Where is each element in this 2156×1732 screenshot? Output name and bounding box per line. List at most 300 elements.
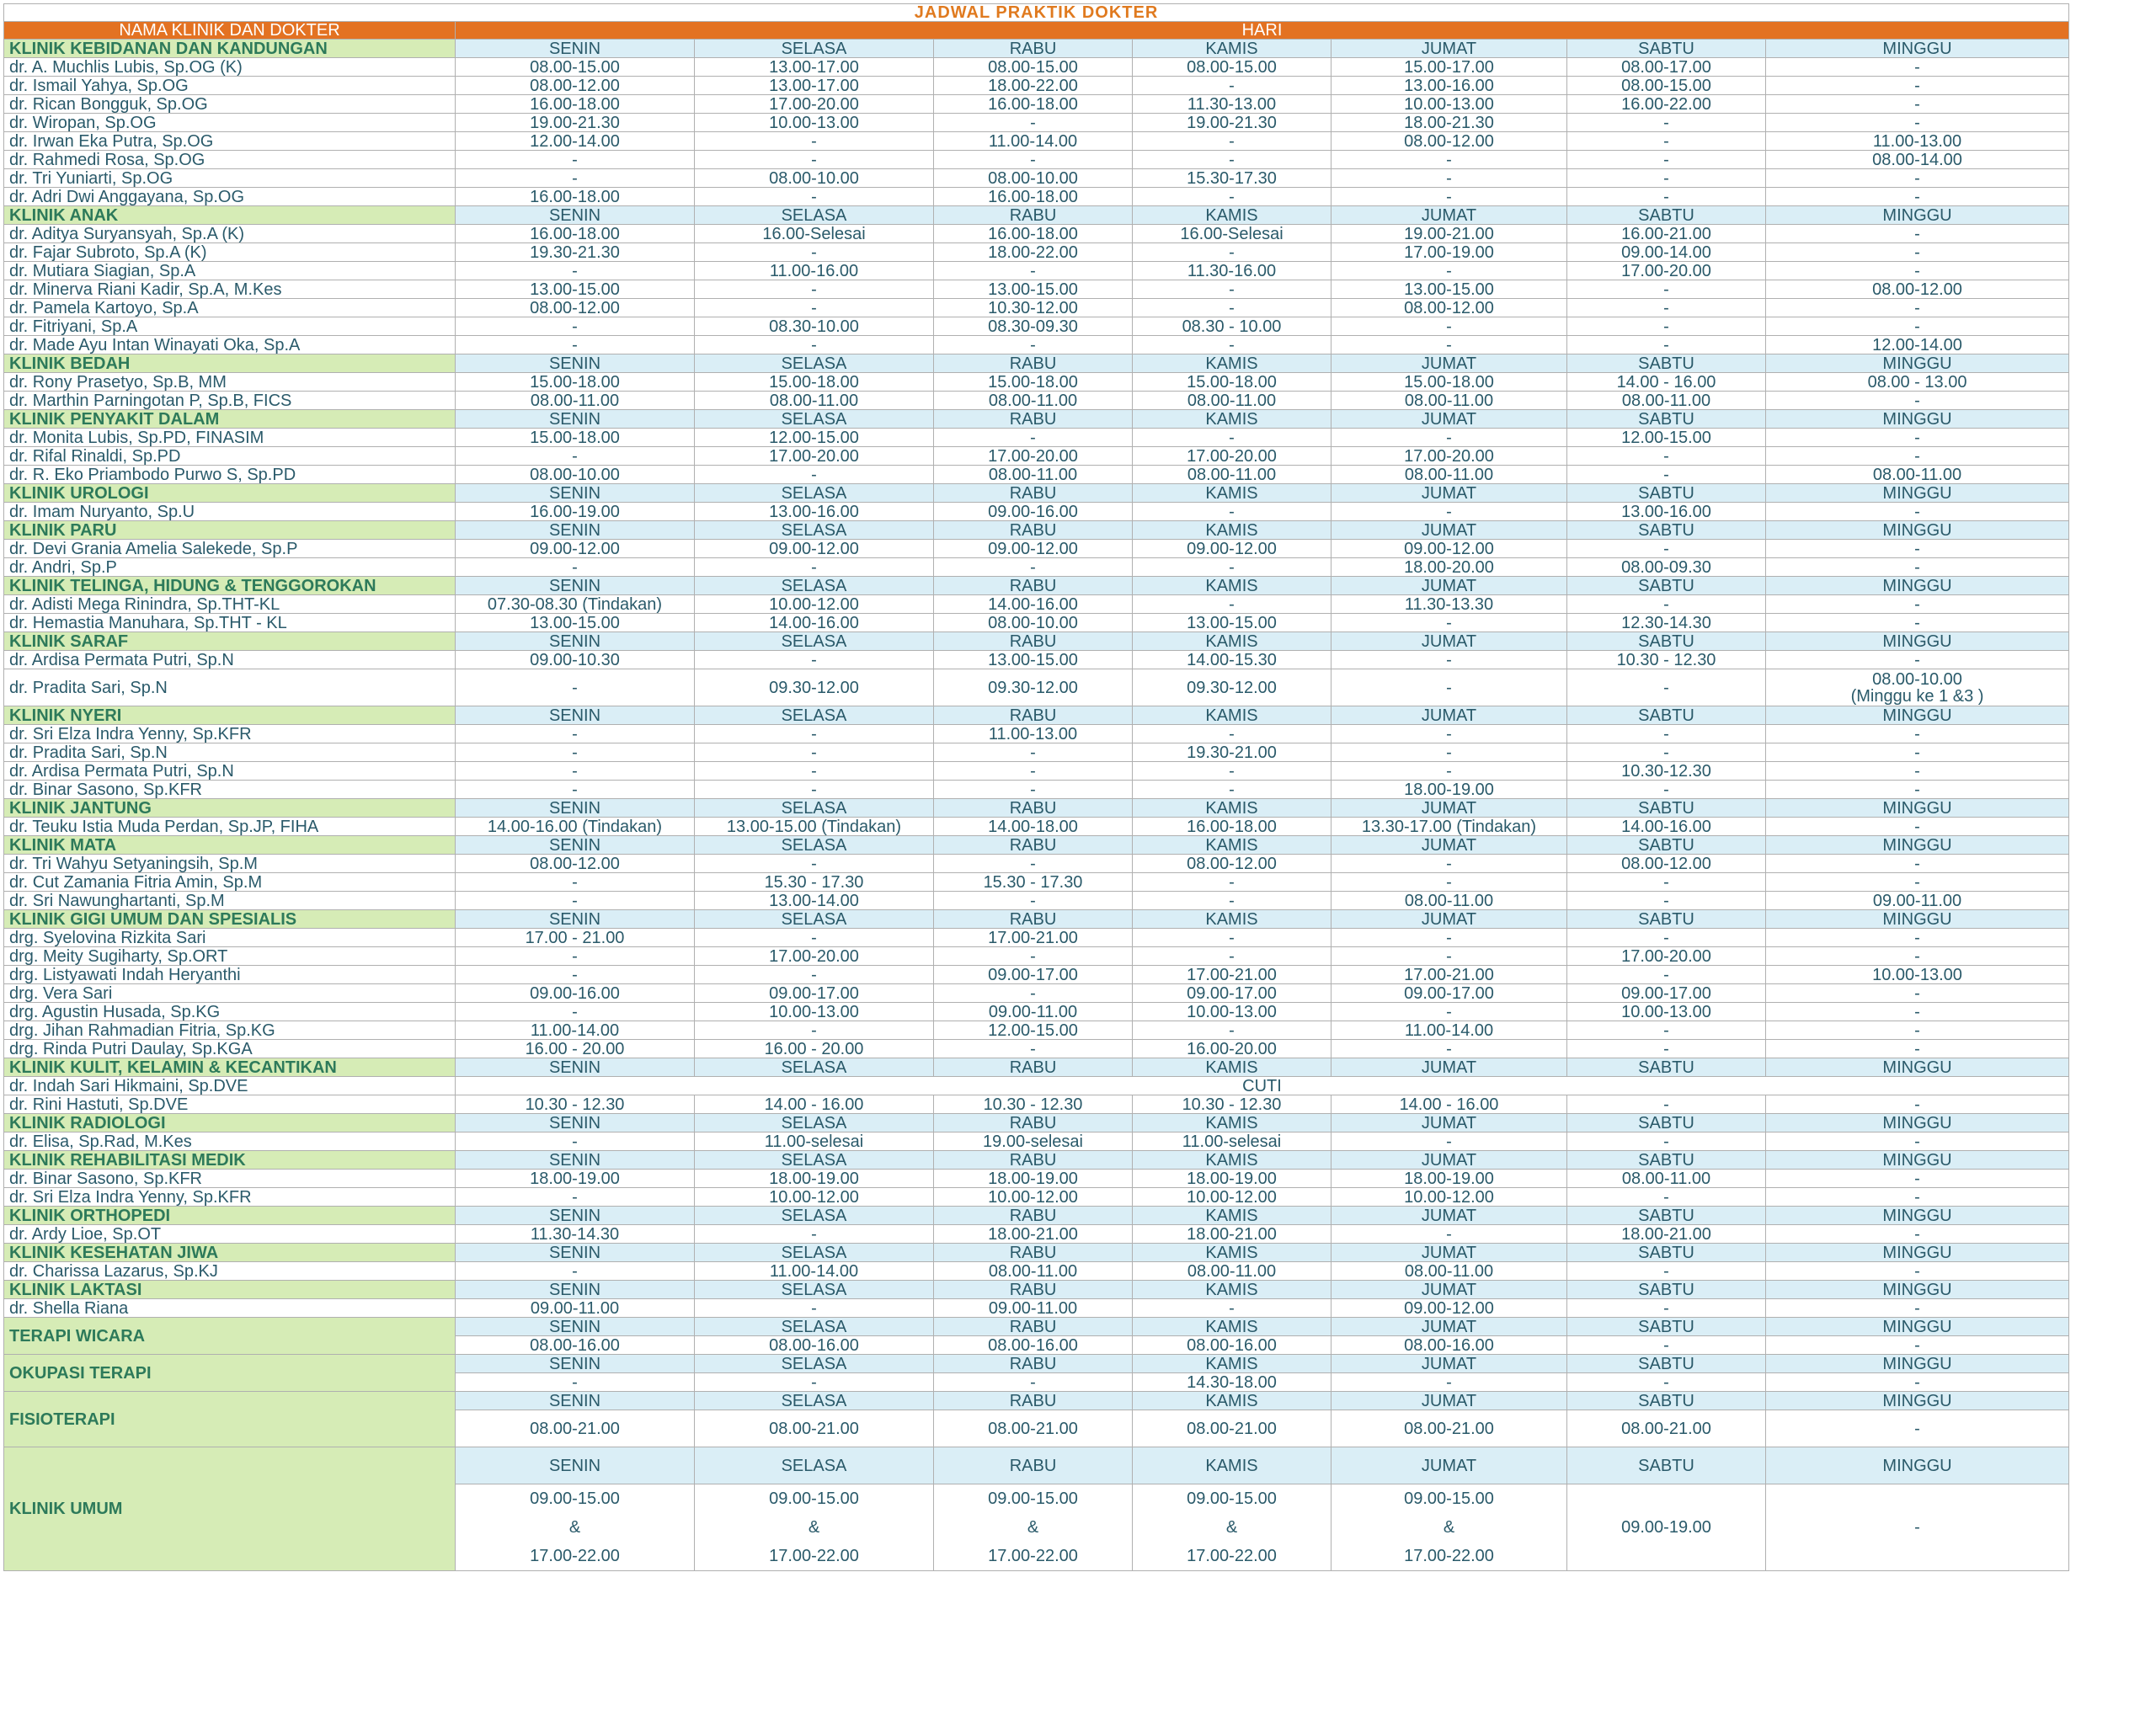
doctor-name: dr. Adisti Mega Rinindra, Sp.THT-KL [4, 595, 456, 614]
schedule-cell-senin: 16.00 - 20.00 [456, 1040, 695, 1058]
day-header-kamis: KAMIS [1133, 1281, 1331, 1299]
day-header-selasa: SELASA [695, 521, 934, 540]
schedule-cell-jumat: 15.00-18.00 [1331, 373, 1567, 392]
schedule-cell-kamis: - [1133, 929, 1331, 947]
schedule-cell-senin: 16.00-18.00 [456, 188, 695, 206]
schedule-cell-jumat: - [1331, 503, 1567, 521]
doctor-row [4, 1021, 2069, 1040]
schedule-cell-kamis: 11.30-16.00 [1133, 262, 1331, 280]
doctor-row [4, 280, 2069, 299]
schedule-cell-minggu: - [1766, 1003, 2069, 1021]
clinic-header-row [4, 354, 2069, 373]
schedule-cell-selasa: 10.00-13.00 [695, 114, 934, 132]
doctor-row [4, 503, 2069, 521]
doctor-name: dr. Pamela Kartoyo, Sp.A [4, 299, 456, 317]
schedule-cell-selasa: 13.00-17.00 [695, 77, 934, 95]
day-header-selasa: SELASA [695, 577, 934, 595]
schedule-cell-minggu: - [1766, 95, 2069, 114]
clinic-name: KLINIK NYERI [4, 706, 456, 725]
day-header-sabtu: SABTU [1567, 577, 1766, 595]
day-header-minggu: MINGGU [1766, 1447, 2069, 1484]
schedule-cell-senin: 15.00-18.00 [456, 373, 695, 392]
clinic-name: KLINIK MATA [4, 836, 456, 855]
schedule-cell-jumat: 10.00-12.00 [1331, 1188, 1567, 1207]
doctor-name: dr. Ardy Lioe, Sp.OT [4, 1225, 456, 1244]
day-header-jumat: JUMAT [1331, 1281, 1567, 1299]
schedule-cell-minggu: - [1766, 614, 2069, 632]
schedule-cell-kamis: 08.00-15.00 [1133, 58, 1331, 77]
doctor-row [4, 169, 2069, 188]
day-header-minggu: MINGGU [1766, 1355, 2069, 1373]
day-header-selasa: SELASA [695, 354, 934, 373]
day-header-jumat: JUMAT [1331, 1207, 1567, 1225]
schedule-cell-kamis: - [1133, 243, 1331, 262]
doctor-row [4, 429, 2069, 447]
schedule-cell-senin: - [456, 743, 695, 762]
doctor-name: dr. Ardisa Permata Putri, Sp.N [4, 762, 456, 781]
schedule-cell-jumat: - [1331, 1225, 1567, 1244]
schedule-cell-sabtu: - [1567, 188, 1766, 206]
day-header-jumat: JUMAT [1331, 1114, 1567, 1132]
day-header-jumat: JUMAT [1331, 706, 1567, 725]
schedule-cell-jumat: 18.00-19.00 [1331, 1170, 1567, 1188]
schedule-cell-kamis: 08.00-11.00 [1133, 1262, 1331, 1281]
schedule-cell-minggu: - [1766, 762, 2069, 781]
day-header-minggu: MINGGU [1766, 410, 2069, 429]
day-header-rabu: RABU [934, 521, 1133, 540]
day-header-kamis: KAMIS [1133, 410, 1331, 429]
schedule-cell-minggu: - [1766, 1188, 2069, 1207]
schedule-cell-kamis: - [1133, 725, 1331, 743]
schedule-cell-jumat: 17.00-21.00 [1331, 966, 1567, 984]
schedule-line: 17.00-22.00 [988, 1547, 1078, 1565]
clinic-header-row [4, 836, 2069, 855]
schedule-cell-selasa: 14.00 - 16.00 [695, 1095, 934, 1114]
schedule-cell-kamis: 11.00-selesai [1133, 1132, 1331, 1151]
schedule-cell-selasa: - [695, 651, 934, 669]
day-header-senin: SENIN [456, 910, 695, 929]
schedule-cell-jumat: 11.00-14.00 [1331, 1021, 1567, 1040]
doctor-name: dr. Tri Wahyu Setyaningsih, Sp.M [4, 855, 456, 873]
doctor-row [4, 243, 2069, 262]
schedule-cell-jumat: - [1331, 762, 1567, 781]
schedule-cell-sabtu: - [1567, 966, 1766, 984]
schedule-cell-senin: - [456, 1132, 695, 1151]
day-header-sabtu: SABTU [1567, 836, 1766, 855]
service-name: TERAPI WICARA [4, 1318, 456, 1355]
schedule-cell-sabtu: - [1567, 466, 1766, 484]
schedule-cell-senin: - [456, 447, 695, 466]
day-header-senin: SENIN [456, 40, 695, 58]
day-header-jumat: JUMAT [1331, 40, 1567, 58]
schedule-cell-kamis: 16.00-Selesai [1133, 225, 1331, 243]
schedule-cell-rabu: - [934, 336, 1133, 354]
day-header-senin: SENIN [456, 521, 695, 540]
doctor-name: dr. Marthin Parningotan P, Sp.B, FICS [4, 392, 456, 410]
schedule-cell-senin: 16.00-18.00 [456, 225, 695, 243]
schedule-cell-selasa [695, 1484, 934, 1571]
clinic-name: KLINIK RADIOLOGI [4, 1114, 456, 1132]
doctor-name: dr. Binar Sasono, Sp.KFR [4, 781, 456, 799]
day-header-kamis: KAMIS [1133, 40, 1331, 58]
schedule-cell-senin: 11.00-14.00 [456, 1021, 695, 1040]
day-header-jumat: JUMAT [1331, 521, 1567, 540]
schedule-cell-kamis: 14.30-18.00 [1133, 1373, 1331, 1392]
doctor-row [4, 818, 2069, 836]
doctor-row [4, 669, 2069, 706]
doctor-name: drg. Listyawati Indah Heryanthi [4, 966, 456, 984]
schedule-cell-sabtu: 08.00-09.30 [1567, 558, 1766, 577]
schedule-cell-kamis: 17.00-21.00 [1133, 966, 1331, 984]
schedule-cell-jumat: 14.00 - 16.00 [1331, 1095, 1567, 1114]
schedule-cell-minggu: - [1766, 1225, 2069, 1244]
schedule-cell-selasa: - [695, 1373, 934, 1392]
schedule-cell-jumat: 13.00-15.00 [1331, 280, 1567, 299]
schedule-cell-minggu: - [1766, 540, 2069, 558]
schedule-cell-selasa: 12.00-15.00 [695, 429, 934, 447]
day-header-rabu: RABU [934, 836, 1133, 855]
schedule-cell-kamis: - [1133, 299, 1331, 317]
day-header-rabu: RABU [934, 1244, 1133, 1262]
doctor-row [4, 1170, 2069, 1188]
schedule-cell-senin: 19.30-21.30 [456, 243, 695, 262]
schedule-cell-selasa: 09.00-12.00 [695, 540, 934, 558]
day-header-minggu: MINGGU [1766, 799, 2069, 818]
schedule-cell-kamis [1133, 1484, 1331, 1571]
schedule-cell-rabu: - [934, 429, 1133, 447]
schedule-cell-senin: - [456, 947, 695, 966]
day-header-jumat: JUMAT [1331, 354, 1567, 373]
day-header-senin: SENIN [456, 1447, 695, 1484]
schedule-cell-jumat: 18.00-19.00 [1331, 781, 1567, 799]
day-header-minggu: MINGGU [1766, 40, 2069, 58]
schedule-cell-rabu: - [934, 114, 1133, 132]
doctor-name: dr. Tri Yuniarti, Sp.OG [4, 169, 456, 188]
schedule-cell-selasa: 13.00-14.00 [695, 892, 934, 910]
schedule-cell-selasa: 15.00-18.00 [695, 373, 934, 392]
day-header-sabtu: SABTU [1567, 1244, 1766, 1262]
schedule-cell-kamis: 08.00-21.00 [1133, 1410, 1331, 1447]
schedule-cell-selasa: 11.00-16.00 [695, 262, 934, 280]
doctor-name: dr. Ismail Yahya, Sp.OG [4, 77, 456, 95]
doctor-name: dr. Minerva Riani Kadir, Sp.A, M.Kes [4, 280, 456, 299]
clinic-header-row [4, 1281, 2069, 1299]
clinic-name: KLINIK ANAK [4, 206, 456, 225]
schedule-cell-rabu: 09.30-12.00 [934, 669, 1133, 706]
schedule-cell-kamis: 10.30 - 12.30 [1133, 1095, 1331, 1114]
schedule-cell-jumat: 08.00-12.00 [1331, 299, 1567, 317]
day-header-minggu: MINGGU [1766, 836, 2069, 855]
schedule-cell-kamis: 16.00-18.00 [1133, 818, 1331, 836]
schedule-cell-jumat: 17.00-20.00 [1331, 447, 1567, 466]
schedule-cell-jumat: 08.00-12.00 [1331, 132, 1567, 151]
schedule-cell-kamis: 10.00-13.00 [1133, 1003, 1331, 1021]
schedule-cell-minggu: - [1766, 503, 2069, 521]
schedule-cell-selasa: 16.00-Selesai [695, 225, 934, 243]
day-header-senin: SENIN [456, 1318, 695, 1336]
day-header-minggu: MINGGU [1766, 1392, 2069, 1410]
schedule-cell-sabtu: 09.00-14.00 [1567, 243, 1766, 262]
schedule-cell-minggu: - [1766, 447, 2069, 466]
day-header-minggu: MINGGU [1766, 1207, 2069, 1225]
schedule-cell-selasa: - [695, 743, 934, 762]
schedule-cell-rabu: 11.00-14.00 [934, 132, 1133, 151]
day-header-selasa: SELASA [695, 836, 934, 855]
clinic-name: KLINIK KULIT, KELAMIN & KECANTIKAN [4, 1058, 456, 1077]
schedule-cell-senin: 14.00-16.00 (Tindakan) [456, 818, 695, 836]
schedule-cell-selasa: 10.00-12.00 [695, 595, 934, 614]
doctor-row [4, 743, 2069, 762]
doctor-name: drg. Meity Sugiharty, Sp.ORT [4, 947, 456, 966]
schedule-cell-minggu: - [1766, 1095, 2069, 1114]
schedule-cell-jumat: 08.00-11.00 [1331, 466, 1567, 484]
schedule-cell-selasa: 09.30-12.00 [695, 669, 934, 706]
schedule-cell-jumat: 09.00-12.00 [1331, 1299, 1567, 1318]
day-header-jumat: JUMAT [1331, 410, 1567, 429]
schedule-cell-sabtu: 08.00-15.00 [1567, 77, 1766, 95]
schedule-cell-kamis: 15.00-18.00 [1133, 373, 1331, 392]
schedule-cell-sabtu: - [1567, 1373, 1766, 1392]
schedule-cell-jumat: 08.00-11.00 [1331, 392, 1567, 410]
schedule-cell-sabtu: - [1567, 1040, 1766, 1058]
schedule-cell-sabtu: 17.00-20.00 [1567, 947, 1766, 966]
doctor-row [4, 558, 2069, 577]
schedule-cell-rabu: 16.00-18.00 [934, 225, 1133, 243]
schedule-cell-sabtu: - [1567, 1336, 1766, 1355]
day-header-kamis: KAMIS [1133, 206, 1331, 225]
doctor-name: dr. A. Muchlis Lubis, Sp.OG (K) [4, 58, 456, 77]
schedule-cell-sabtu: - [1567, 725, 1766, 743]
schedule-cell-senin: 09.00-16.00 [456, 984, 695, 1003]
doctor-row [4, 95, 2069, 114]
day-header-rabu: RABU [934, 1392, 1133, 1410]
schedule-cell-jumat: - [1331, 262, 1567, 280]
schedule-cell-sabtu: - [1567, 781, 1766, 799]
schedule-cell-senin: - [456, 669, 695, 706]
doctor-name: dr. Rifal Rinaldi, Sp.PD [4, 447, 456, 466]
schedule-cell-jumat: 08.00-21.00 [1331, 1410, 1567, 1447]
clinic-header-row [4, 706, 2069, 725]
doctor-name: dr. Mutiara Siagian, Sp.A [4, 262, 456, 280]
schedule-cell-selasa: - [695, 132, 934, 151]
day-header-jumat: JUMAT [1331, 1058, 1567, 1077]
doctor-name: dr. Rican Bongguk, Sp.OG [4, 95, 456, 114]
schedule-cell-sabtu: - [1567, 132, 1766, 151]
day-header-senin: SENIN [456, 1244, 695, 1262]
schedule-cell-kamis: 08.30 - 10.00 [1133, 317, 1331, 336]
schedule-cell-jumat: - [1331, 429, 1567, 447]
day-header-minggu: MINGGU [1766, 206, 2069, 225]
doctor-name: dr. Rahmedi Rosa, Sp.OG [4, 151, 456, 169]
schedule-cell-kamis: - [1133, 947, 1331, 966]
schedule-cell-rabu: - [934, 1373, 1133, 1392]
schedule-cell-minggu: 12.00-14.00 [1766, 336, 2069, 354]
header-days: HARI [456, 22, 2069, 40]
schedule-cell-minggu: 09.00-11.00 [1766, 892, 2069, 910]
day-header-senin: SENIN [456, 799, 695, 818]
schedule-cell-senin: 09.00-12.00 [456, 540, 695, 558]
schedule-cell-kamis: - [1133, 336, 1331, 354]
schedule-cell-minggu: - [1766, 392, 2069, 410]
schedule-cell-senin: 08.00-12.00 [456, 77, 695, 95]
schedule-cell-selasa: 13.00-17.00 [695, 58, 934, 77]
schedule-cell-rabu: 08.00-11.00 [934, 466, 1133, 484]
doctor-name: drg. Agustin Husada, Sp.KG [4, 1003, 456, 1021]
day-header-rabu: RABU [934, 1281, 1133, 1299]
day-header-selasa: SELASA [695, 410, 934, 429]
schedule-cell-senin: 13.00-15.00 [456, 614, 695, 632]
schedule-cell-jumat: - [1331, 725, 1567, 743]
doctor-row [4, 262, 2069, 280]
schedule-cell-selasa: 08.30-10.00 [695, 317, 934, 336]
clinic-name: KLINIK SARAF [4, 632, 456, 651]
schedule-cell-sabtu: - [1567, 299, 1766, 317]
schedule-cell-rabu: 08.00-11.00 [934, 392, 1133, 410]
schedule-cell-selasa: - [695, 1225, 934, 1244]
schedule-cell-sabtu: - [1567, 1188, 1766, 1207]
schedule-cell-jumat: 15.00-17.00 [1331, 58, 1567, 77]
schedule-cell-minggu: - [1766, 1132, 2069, 1151]
doctor-row [4, 966, 2069, 984]
schedule-cell-jumat: 13.30-17.00 (Tindakan) [1331, 818, 1567, 836]
schedule-cell-minggu: - [1766, 169, 2069, 188]
day-header-kamis: KAMIS [1133, 910, 1331, 929]
schedule-cell-jumat: 09.00-12.00 [1331, 540, 1567, 558]
day-header-selasa: SELASA [695, 1151, 934, 1170]
schedule-cell-kamis: - [1133, 558, 1331, 577]
schedule-cell-kamis: - [1133, 77, 1331, 95]
schedule-cell-selasa: - [695, 188, 934, 206]
doctor-name: dr. Devi Grania Amelia Salekede, Sp.P [4, 540, 456, 558]
day-header-kamis: KAMIS [1133, 1151, 1331, 1170]
day-header-rabu: RABU [934, 1114, 1133, 1132]
doctor-name: dr. Shella Riana [4, 1299, 456, 1318]
schedule-cell-senin: - [456, 317, 695, 336]
schedule-cell-kamis: 09.00-12.00 [1133, 540, 1331, 558]
doctor-row [4, 1132, 2069, 1151]
doctor-name: dr. Imam Nuryanto, Sp.U [4, 503, 456, 521]
schedule-cell-minggu: - [1766, 818, 2069, 836]
schedule-cell-rabu: - [934, 762, 1133, 781]
schedule-cell-rabu: 16.00-18.00 [934, 188, 1133, 206]
schedule-cell-senin: 15.00-18.00 [456, 429, 695, 447]
schedule-cell-senin: 08.00-10.00 [456, 466, 695, 484]
day-header-sabtu: SABTU [1567, 1281, 1766, 1299]
schedule-cell-sabtu: - [1567, 447, 1766, 466]
schedule-cell-sabtu: 14.00-16.00 [1567, 818, 1766, 836]
day-header-selasa: SELASA [695, 1281, 934, 1299]
schedule-cell-jumat: - [1331, 929, 1567, 947]
schedule-cell-senin: - [456, 1003, 695, 1021]
schedule-cell-selasa: 16.00 - 20.00 [695, 1040, 934, 1058]
schedule-cell-kamis: - [1133, 1021, 1331, 1040]
schedule-cell-rabu: 08.00-21.00 [934, 1410, 1133, 1447]
clinic-header-row [4, 40, 2069, 58]
doctor-row [4, 984, 2069, 1003]
schedule-cell-kamis: - [1133, 132, 1331, 151]
clinic-header-row [4, 1318, 2069, 1336]
schedule-cell-senin: 08.00-11.00 [456, 392, 695, 410]
schedule-line: 17.00-22.00 [769, 1547, 859, 1565]
day-header-minggu: MINGGU [1766, 706, 2069, 725]
day-header-rabu: RABU [934, 40, 1133, 58]
schedule-cell-senin: - [456, 781, 695, 799]
schedule-cell-jumat: 08.00-11.00 [1331, 892, 1567, 910]
schedule-cell-sabtu: - [1567, 169, 1766, 188]
schedule-note: (Minggu ke 1 &3 ) [1850, 686, 1984, 706]
schedule-cell-rabu: - [934, 984, 1133, 1003]
schedule-cell-selasa: 09.00-17.00 [695, 984, 934, 1003]
day-header-rabu: RABU [934, 354, 1133, 373]
day-header-selasa: SELASA [695, 1355, 934, 1373]
schedule-cell-jumat: - [1331, 188, 1567, 206]
schedule-cell-minggu: - [1766, 77, 2069, 95]
day-header-sabtu: SABTU [1567, 799, 1766, 818]
schedule-cell-rabu: 17.00-20.00 [934, 447, 1133, 466]
schedule-line: 09.00-15.00 [769, 1490, 859, 1508]
schedule-cell-rabu: 09.00-16.00 [934, 503, 1133, 521]
schedule-cell-selasa: - [695, 336, 934, 354]
clinic-header-row [4, 521, 2069, 540]
doctor-name: dr. Rony Prasetyo, Sp.B, MM [4, 373, 456, 392]
schedule-cell-jumat: - [1331, 855, 1567, 873]
schedule-cell-jumat: - [1331, 947, 1567, 966]
schedule-cell-jumat: - [1331, 614, 1567, 632]
doctor-row [4, 1040, 2069, 1058]
schedule-cell-minggu: - [1766, 725, 2069, 743]
day-header-selasa: SELASA [695, 206, 934, 225]
doctor-row [4, 540, 2069, 558]
header-clinic-doctor: NAMA KLINIK DAN DOKTER [4, 22, 456, 40]
schedule-cell-rabu: 10.30-12.00 [934, 299, 1133, 317]
schedule-cell-minggu: - [1766, 781, 2069, 799]
schedule-cell-sabtu: - [1567, 669, 1766, 706]
clinic-name: KLINIK KESEHATAN JIWA [4, 1244, 456, 1262]
doctor-row [4, 225, 2069, 243]
doctor-row [4, 1077, 2069, 1095]
schedule-cell-rabu: 18.00-22.00 [934, 243, 1133, 262]
schedule-cell-senin: 12.00-14.00 [456, 132, 695, 151]
schedule-cell-minggu: - [1766, 558, 2069, 577]
schedule-cell-selasa: 17.00-20.00 [695, 447, 934, 466]
doctor-name: drg. Syelovina Rizkita Sari [4, 929, 456, 947]
schedule-cell-minggu: - [1766, 1484, 2069, 1571]
doctor-name: dr. Irwan Eka Putra, Sp.OG [4, 132, 456, 151]
schedule-cell-selasa: 13.00-16.00 [695, 503, 934, 521]
schedule-cell-rabu: 16.00-18.00 [934, 95, 1133, 114]
schedule-cell-kamis: 08.00-12.00 [1133, 855, 1331, 873]
doctor-row [4, 373, 2069, 392]
schedule-cell-jumat: - [1331, 651, 1567, 669]
schedule-cell-minggu: - [1766, 429, 2069, 447]
schedule-cell-senin: 16.00-19.00 [456, 503, 695, 521]
schedule-cell-jumat: 17.00-19.00 [1331, 243, 1567, 262]
schedule-cell-sabtu: - [1567, 317, 1766, 336]
doctor-name: dr. Teuku Istia Muda Perdan, Sp.JP, FIHA [4, 818, 456, 836]
schedule-cell-senin: - [456, 1262, 695, 1281]
day-header-jumat: JUMAT [1331, 206, 1567, 225]
day-header-sabtu: SABTU [1567, 706, 1766, 725]
doctor-row [4, 892, 2069, 910]
clinic-header-row [4, 1151, 2069, 1170]
doctor-row [4, 762, 2069, 781]
schedule-cell-rabu: 11.00-13.00 [934, 725, 1133, 743]
day-header-sabtu: SABTU [1567, 1318, 1766, 1336]
day-header-kamis: KAMIS [1133, 1207, 1331, 1225]
schedule-cell-sabtu: - [1567, 892, 1766, 910]
doctor-row [4, 1095, 2069, 1114]
schedule-cell-selasa: 08.00-16.00 [695, 1336, 934, 1355]
